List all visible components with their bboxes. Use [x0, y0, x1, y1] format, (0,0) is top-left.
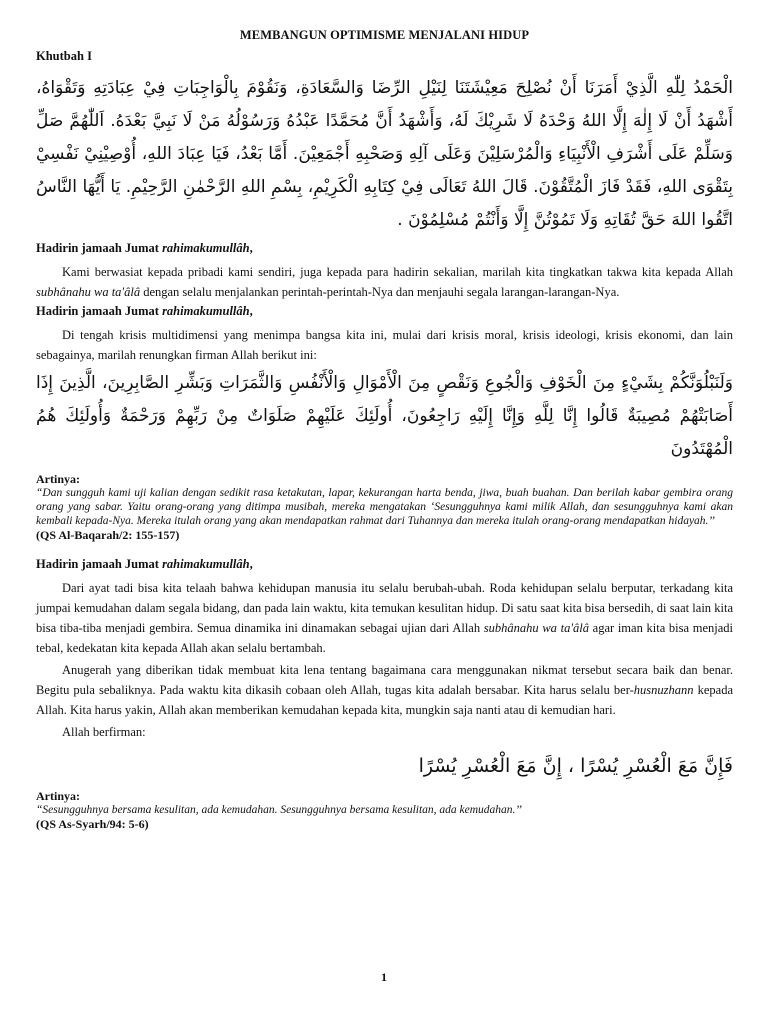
greeting-2: Hadirin jamaah Jumat rahimakumullâh,	[36, 304, 253, 318]
document-title: MEMBANGUN OPTIMISME MENJALANI HIDUP	[239, 28, 530, 42]
verse-syarh-arabic: فَإِنَّ مَعَ الْعُسْرِ يُسْرًا ، إِنَّ مَعَ الْعُسْرِ يُسْرًا	[418, 755, 733, 777]
paragraph-kehidupan: Dari ayat tadi bisa kita telaah bahwa kehidupan manusia itu selalu berubah-ubah. Roda kehidupan selalu berputar, terkadang kita jumpai kemudahan dalam segala bidang, dan pada lain waktu, kita temukan kesulitan hidup. Di satu saat kita bisa bersedih, di saat lain kita bisa tiba-tiba menjadi gembira. Semua dinamika ini dinamakan sebagai ujian dari Allah subhânahu wa ta'âlâ agar iman kita bisa menjadi tebal, kedekatan kita kepada Allah akan selalu bertambah.	[36, 581, 733, 655]
greeting-3: Hadirin jamaah Jumat rahimakumullâh,	[36, 557, 253, 571]
greeting-1: Hadirin jamaah Jumat rahimakumullâh,	[36, 241, 253, 255]
verse-baqarah-reference: (QS Al-Baqarah/2: 155-157)	[36, 528, 180, 542]
artinya-label-1: Artinya:	[36, 472, 80, 486]
paragraph-allah-berfirman: Allah berfirman:	[62, 725, 146, 739]
khutbah-heading: Khutbah I	[36, 49, 92, 63]
paragraph-krisis: Di tengah krisis multidimensi yang menimpa bangsa kita ini, mulai dari krisis moral, krisis ideologi, krisis ekonomi, dan lain sebagainya, marilah renungkan firman Allah berikut ini:	[36, 328, 733, 362]
page-number: 1	[381, 970, 387, 984]
artinya-label-2: Artinya:	[36, 789, 80, 803]
paragraph-anugerah: Anugerah yang diberikan tidak membuat kita lena tentang bagaimana cara menggunakan nikmat tersebut secara baik dan benar. Begitu pula sebaliknya. Pada waktu kita dikasih cobaan oleh Allah, tugas kita adalah bersabar. Kita harus selalu ber-husnuzhann kepada Allah. Kita harus yakin, Allah akan memberikan kemudahan kepada kita, mungkin saja nanti atau di kemudian hari.	[36, 663, 733, 717]
verse-syarh-translation: “Sesungguhnya bersama kesulitan, ada kemudahan. Sesungguhnya bersama kesulitan, ada kemudahan.’’	[36, 804, 522, 816]
verse-baqarah-arabic: وَلَنَبْلُوَنَّكُمْ بِشَيْءٍ مِنَ الْخَوْفِ وَالْجُوعِ وَنَقْصٍ مِنَ الْأَمْوَالِ وَالْأَنْفُسِ وَالثَّمَرَاتِ وَبَشِّرِ الصَّابِرِينَ، الَّذِينَ إِذَا أَصَابَتْهُمْ مُصِيبَةٌ قَالُوا إِنَّا لِلَّهِ وَإِنَّا إِلَيْهِ رَاجِعُونَ، أُولَئِكَ عَلَيْهِمْ صَلَوَاتٌ مِنْ رَبِّهِمْ وَرَحْمَةٌ وَأُولَئِكَ هُمُ الْمُهْتَدُونَ	[36, 373, 733, 459]
opening-arabic-text: الْحَمْدُ لِلّٰهِ الَّذِيْ أَمَرَنَا أَنْ نُصْلِحَ مَعِيْشَتَنَا لِنَيْلِ الرِّضَا وَالسَّعَادَةِ، وَنَقُوْمَ بِالْوَاجِبَاتِ فِيْ عِبَادَتِهِ وَتَقْوَاهُ، أَشْهَدُ أَنْ لَا إِلٰهَ إِلَّا اللهُ وَحْدَهُ لَا شَرِيْكَ لَهُ، وَأَشْهَدُ أَنَّ مُحَمَّدًا عَبْدُهُ وَرَسُوْلُهُ مَنْ لَا نَبِيَّ بَعْدَهُ. اَللّٰهُمَّ صَلِّ وَسَلِّمْ عَلَى أَشْرَفِ الْأَنْبِيَاءِ وَالْمُرْسَلِيْنَ وَعَلَى آلِهِ وَصَحْبِهِ أَجْمَعِيْنَ. أَمَّا بَعْدُ، فَيَا عِبَادَ اللهِ، أُوْصِيْنِيْ نَفْسِيْ بِتَقْوَى اللهِ، فَقَدْ فَازَ الْمُتَّقُوْنَ. قَالَ اللهُ تَعَالَى فِيْ كِتَابِهِ الْكَرِيْمِ، بِسْمِ اللهِ الرَّحْمٰنِ الرَّحِيْمِ. يَا أَيُّهَا النَّاسُ اتَّقُوا اللهَ حَقَّ تُقَاتِهِ وَلَا تَمُوْتُنَّ إِلَّا وَأَنْتُمْ مُسْلِمُوْنَ .	[36, 78, 733, 230]
paragraph-wasiat: Kami berwasiat kepada pribadi kami sendiri, juga kepada para hadirin sekalian, marilah kita tingkatkan takwa kita kepada Allah subhânahu wa ta'âlâ dengan selalu menjalankan perintah-perintah-Nya dan menjauhi segala larangan-larangan-Nya.	[36, 265, 733, 299]
document-page	[36, 28, 733, 846]
verse-baqarah-translation: “Dan sungguh kami uji kalian dengan sedikit rasa ketakutan, lapar, kekurangan harta benda, jiwa, buah buahan. Dan berilah kabar gembira orang orang yang sabar. Yaitu orang-orang yang ditimpa musibah, mereka mengatakan ‘Sesungguhnya kami milik Allah, dan sesungguhnya kami akan kembali kepada-Nya. Mereka itulah orang yang akan mendapatkan rahmat dari Tuhannya dan mereka itulah orang-orang mendapatkan hidayah.’’	[36, 487, 733, 527]
verse-syarh-reference: (QS As-Syarh/94: 5-6)	[36, 817, 149, 831]
